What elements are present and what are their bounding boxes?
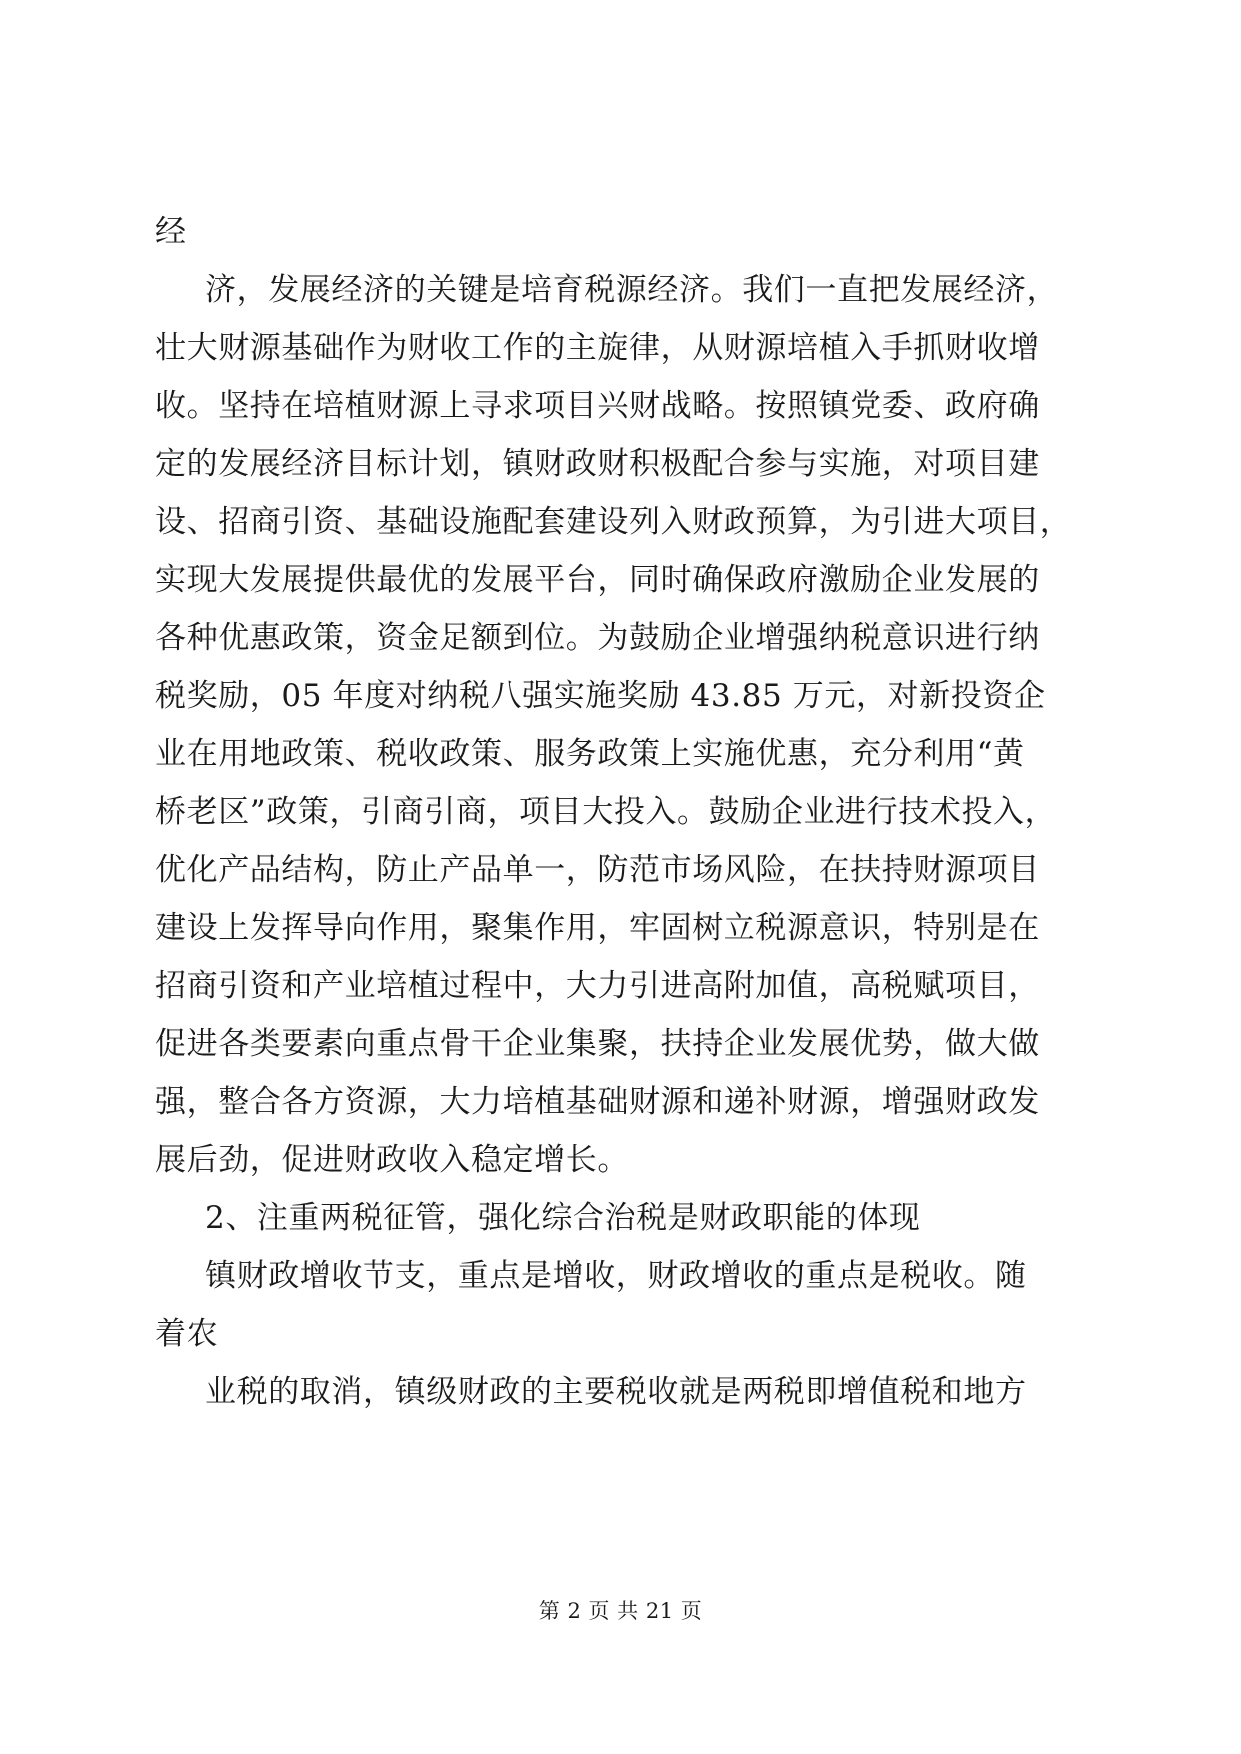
text-line: 业税的取消，镇级财政的主要税收就是两税即增值税和地方 bbox=[205, 1374, 1027, 1410]
text-line: 税奖励，05 年度对纳税八强实施奖励 43.85 万元，对新投资企 bbox=[155, 678, 1046, 714]
text-line: 收。坚持在培植财源上寻求项目兴财战略。按照镇党委、政府确 bbox=[155, 388, 1040, 424]
text-line: 展后劲，促进财政收入稳定增长。 bbox=[155, 1142, 629, 1178]
text-line: 优化产品结构，防止产品单一，防范市场风险，在扶持财源项目 bbox=[155, 852, 1040, 888]
text-line: 着农 bbox=[155, 1316, 219, 1352]
text-line: 经 bbox=[155, 214, 187, 250]
text-line: 促进各类要素向重点骨干企业集聚，扶持企业发展优势，做大做 bbox=[155, 1026, 1040, 1062]
text-line: 强，整合各方资源，大力培植基础财源和递补财源，增强财政发 bbox=[155, 1084, 1040, 1120]
text-line: 建设上发挥导向作用，聚集作用，牢固树立税源意识，特别是在 bbox=[155, 910, 1040, 946]
text-line: 各种优惠政策，资金足额到位。为鼓励企业增强纳税意识进行纳 bbox=[155, 620, 1040, 656]
text-line: 业在用地政策、税收政策、服务政策上实施优惠，充分利用“黄 bbox=[155, 736, 1025, 772]
text-line: 招商引资和产业培植过程中，大力引进高附加值，高税赋项目， bbox=[155, 968, 1040, 1004]
text-line: 桥老区”政策，引商引商，项目大投入。鼓励企业进行技术投入， bbox=[155, 794, 1057, 830]
text-line: 设、招商引资、基础设施配套建设列入财政预算，为引进大项目， bbox=[155, 504, 1072, 540]
text-line: 济，发展经济的关键是培育税源经济。我们一直把发展经济， bbox=[205, 272, 1059, 308]
section-heading: 2、注重两税征管，强化综合治税是财政职能的体现 bbox=[205, 1200, 921, 1236]
text-line: 镇财政增收节支，重点是增收，财政增收的重点是税收。随 bbox=[205, 1258, 1027, 1294]
text-line: 实现大发展提供最优的发展平台，同时确保政府激励企业发展的 bbox=[155, 562, 1040, 598]
text-line: 定的发展经济目标计划，镇财政财积极配合参与实施，对项目建 bbox=[155, 446, 1040, 482]
page-number-footer: 第 2 页 共 21 页 bbox=[538, 1599, 703, 1623]
text-line: 壮大财源基础作为财收工作的主旋律，从财源培植入手抓财收增 bbox=[155, 330, 1040, 366]
